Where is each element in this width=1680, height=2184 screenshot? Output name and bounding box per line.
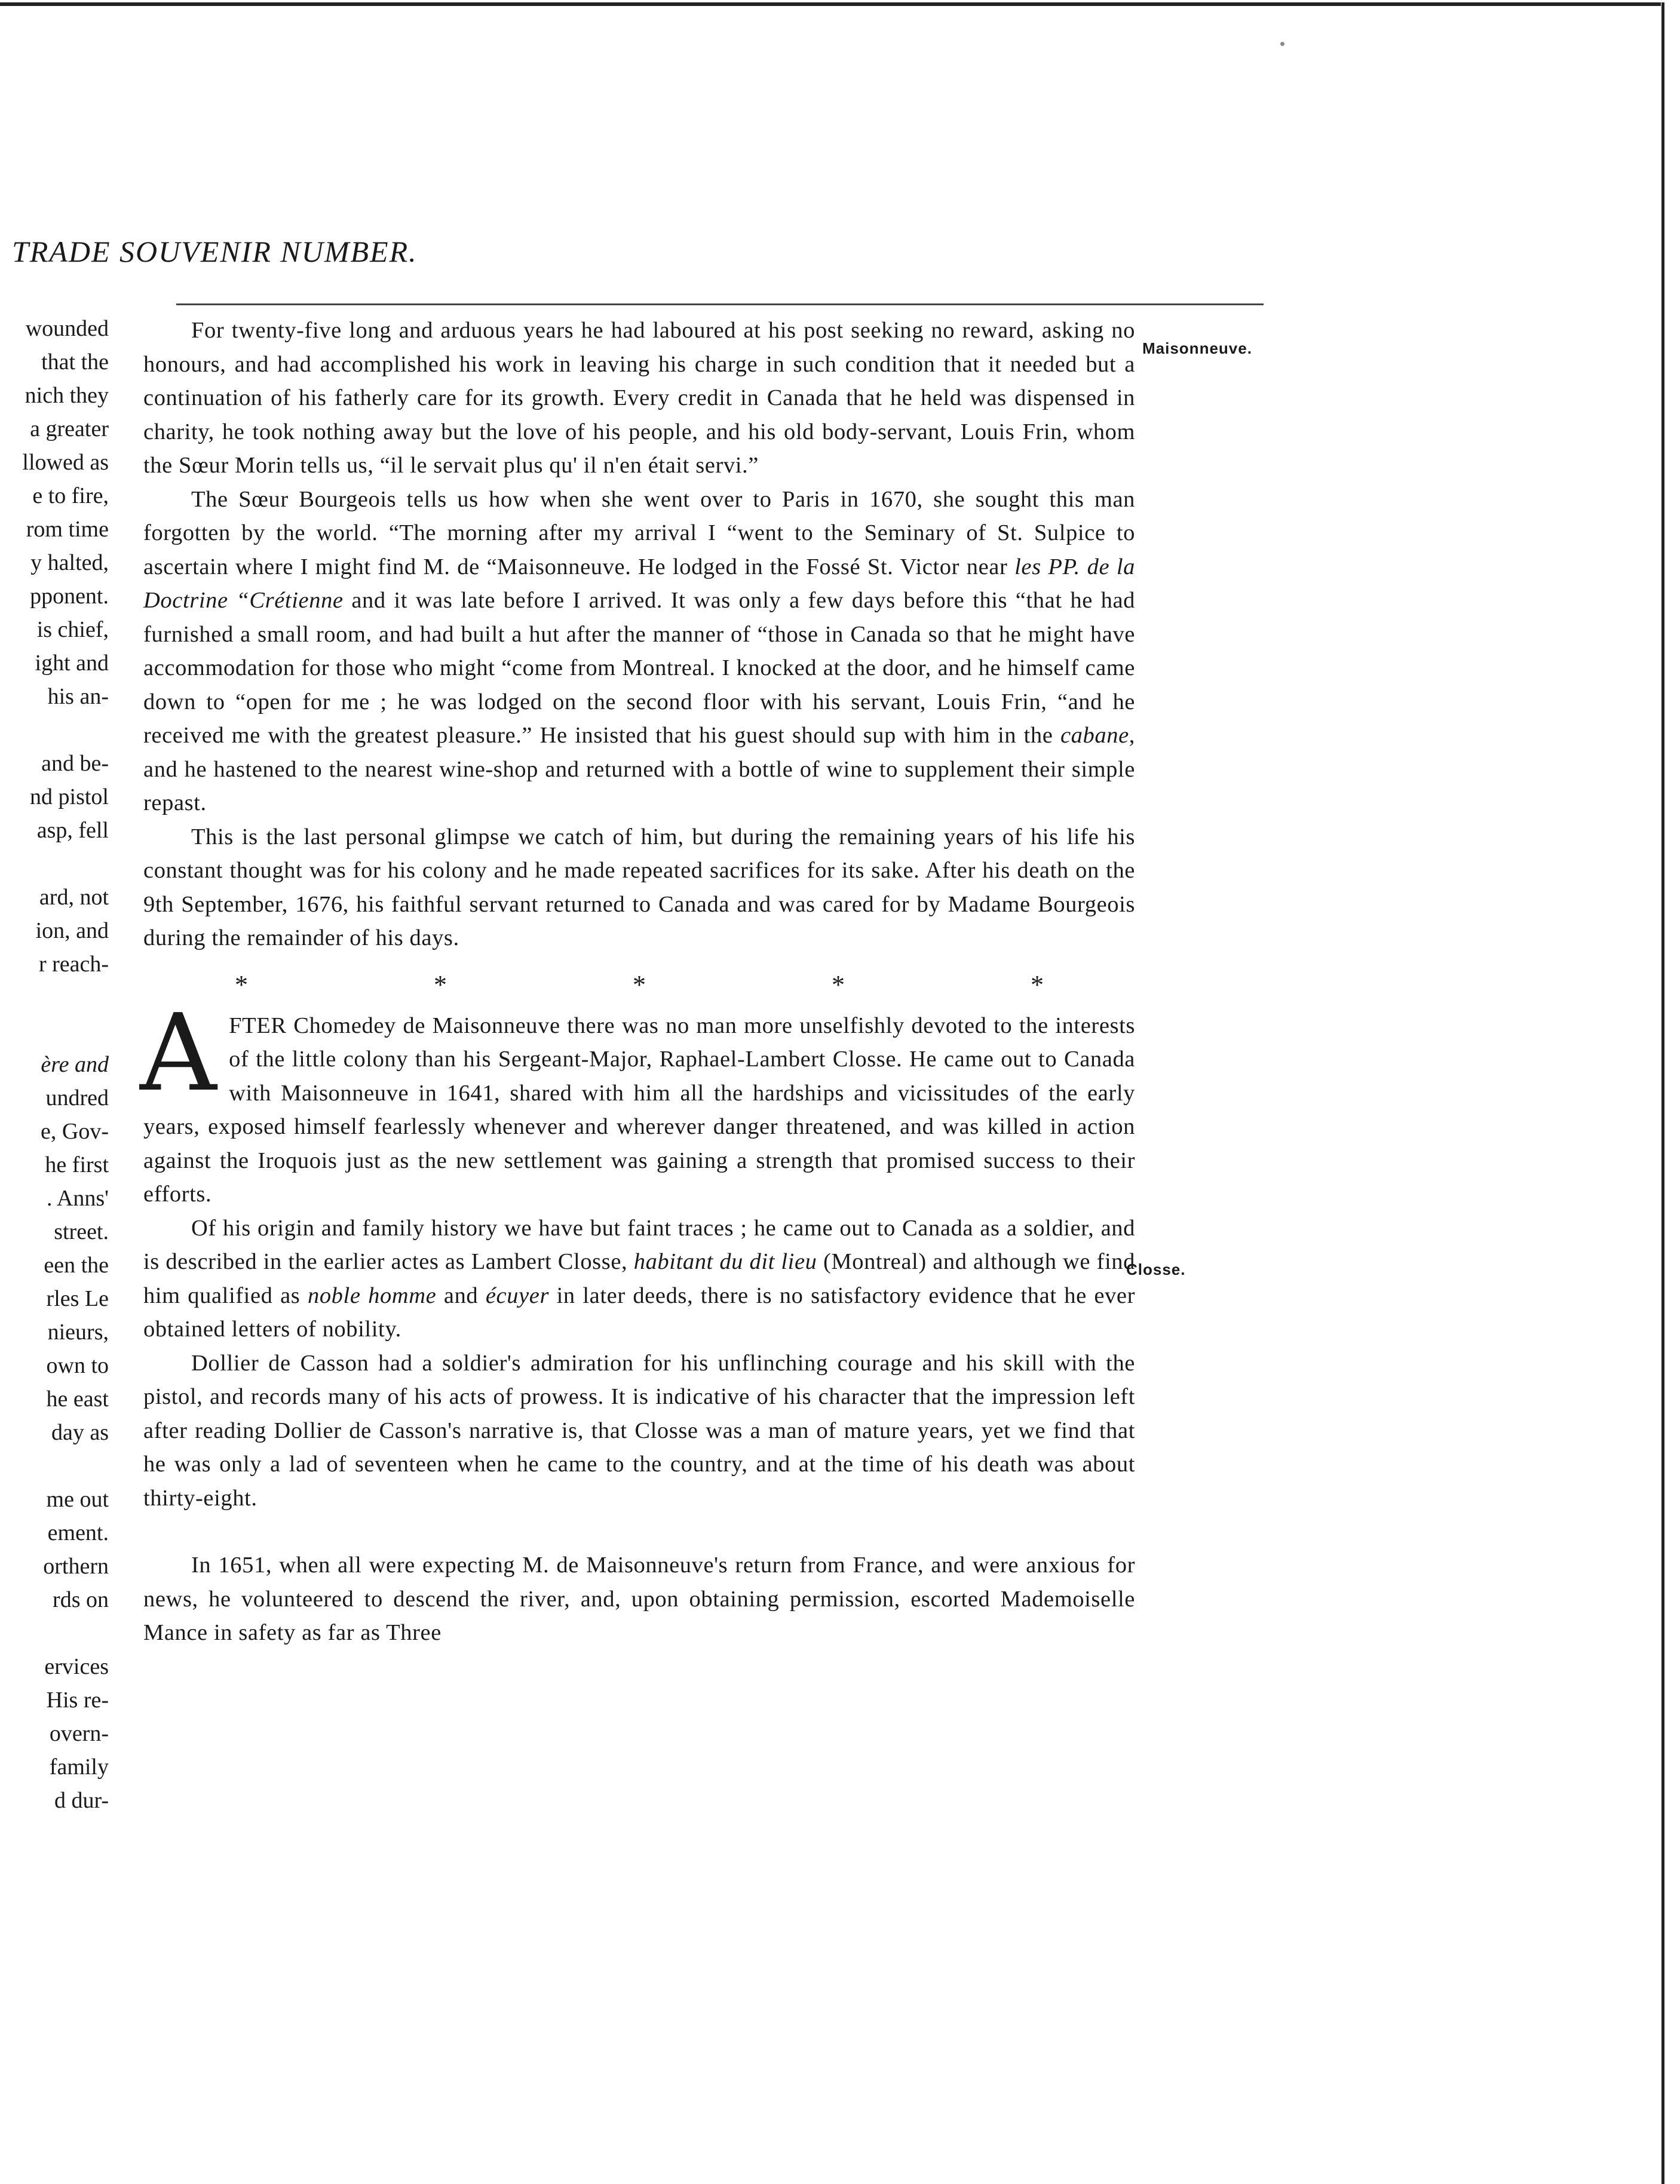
left-fragment-line: me out [46, 1487, 109, 1512]
paragraph-5-text-a: Of his origin and family history we have but faint traces ; he came out to Canada as a soldier, and is described in the earlier actes as Lambert Closse, [143, 1215, 1135, 1274]
paragraph-5-text-d: in later deeds, there is no satisfactory evidence that he ever obtained letters of nobility. [143, 1283, 1135, 1342]
left-fragment-line: ight and [35, 651, 109, 676]
left-fragment-line: own to [46, 1353, 109, 1378]
paragraph-5-italic-1: habitant du dit lieu [633, 1249, 817, 1274]
left-fragment-line: nd pistol [30, 784, 109, 809]
side-note-maisonneuve: Maisonneuve. [1142, 339, 1252, 357]
paragraph-2 [143, 483, 1135, 820]
paragraph-4-text: FTER Chomedey de Maisonneuve there was no man more unselfishly devoted to the interests of the little colony than his Sergeant-Major, Raphael-Lambert Closse. He came out to Canada with Maisonneuve in 1641, shared with him all the hardships and vicissitudes of the early years, exposed himself fearlessly whenever and wherever danger threatened, and was killed in action against the Iroquois just as the new settlement was gaining a strength that promised success to their efforts. [143, 1013, 1135, 1207]
left-fragment-line: ion, and [35, 918, 109, 943]
left-fragment-line: een the [44, 1253, 109, 1278]
left-fragment-line: is chief, [36, 617, 109, 642]
paragraph-1: For twenty-five long and arduous years he had laboured at his post seeking no reward, asking no honours, and had accomplished his work in leaving his charge in such condition that it needed but a continuation of his fatherly care for its growth. Every credit in Canada that he held was dispensed in charity, he took nothing away but the love of his people, and his old body-servant, Louis Frin, whom the Sœur Morin tells us, “il le servait plus qu' il n'en était servi.” [143, 318, 1135, 478]
side-note-closse: Closse. [1126, 1260, 1186, 1278]
left-fragment-line: wounded [25, 316, 109, 341]
left-fragment-line: he east [46, 1387, 109, 1412]
left-fragment-line: ère and [41, 1052, 109, 1077]
paragraph-4 [140, 990, 1135, 1211]
left-fragment-line: ard, not [39, 885, 109, 910]
page-speck [1280, 42, 1284, 46]
left-fragment-line: undred [45, 1085, 109, 1111]
main-column [140, 314, 1135, 1650]
paragraph-6: Dollier de Casson had a soldier's admiration for his unflinching courage and his skill with the pistol, and records many of his acts of prowess. It is indicative of his character that the impression left after reading Dollier de Casson's narrative is, that Closse was a man of mature years, yet we find that he was only a lad of seventeen when he came to the country, and at the time of his death was about thirty-eight. [143, 1350, 1135, 1511]
left-fragment-line: r reach- [38, 952, 109, 977]
paragraph-5-italic-2: noble homme [307, 1283, 437, 1308]
left-fragment-line: ervices [44, 1654, 109, 1679]
paragraph-5-text-c: and [436, 1283, 486, 1308]
running-head: TRADE SOUVENIR NUMBER. [12, 235, 418, 268]
left-fragment-line: y halted, [30, 550, 109, 575]
left-fragment-line: day as [51, 1420, 109, 1445]
section-break-stars: * * * * * [235, 970, 1133, 999]
left-fragment-line: his an- [47, 684, 109, 709]
left-fragment-line: that the [41, 349, 109, 375]
left-fragment-line: rds on [53, 1587, 109, 1612]
left-fragment-line: d dur- [54, 1788, 109, 1813]
left-fragment-line: rles Le [46, 1286, 109, 1311]
top-border-rule [0, 2, 1661, 6]
left-fragment-line: e to fire, [32, 483, 109, 508]
paragraph-2-text-b: and it was late before I arrived. It was only a few days before this “that he had furnished a small room, and had built a hut after the manner of “those in Canada so that he might have accommodation for those who might “come from Montreal. I knocked at the door, and he himself came down to “open for me ; he was lodged on the second floor with his servant, Louis Frin, “and he received me with the greatest pleasure.” He insisted that his guest should sup with him in the [143, 588, 1135, 748]
left-fragment-line: family [49, 1754, 109, 1780]
paragraph-5-italic-3: écuyer [485, 1283, 550, 1308]
right-border-rule [1661, 2, 1664, 2184]
paragraph-3: This is the last personal glimpse we catch of him, but during the remaining years of his life his constant thought was for his colony and he made repeated sacrifices for its sake. After his death on the 9th September, 1676, his faithful servant returned to Canada and was cared for by Madame Bourgeois during the remainder of his days. [143, 824, 1135, 950]
left-fragment-line: rom time [26, 517, 109, 542]
paragraph-2-text-a: The Sœur Bourgeois tells us how when she went over to Paris in 1670, she sought this man forgotten by the world. “The morning after my arrival I “went to the Seminary of St. Sulpice to ascertain where I might find M. de “Maisonneuve. He lodged in the Fossé St. Victor near [143, 486, 1135, 579]
paragraph-5 [143, 1211, 1135, 1346]
paragraph-2-italic-1: les PP. de la Doctrine “Crétienne [143, 554, 1135, 613]
left-fragment-line: a greater [30, 416, 109, 441]
drop-cap: A [140, 990, 217, 1115]
left-fragment-line: he first [45, 1152, 109, 1177]
left-fragment-line: asp, fell [36, 818, 109, 843]
left-fragment-line: street. [54, 1219, 109, 1244]
paragraph-5-text-b: (Montreal) and although we find him qualified as [143, 1249, 1135, 1308]
paragraph-2-text-c: , and he hastened to the nearest wine-shop and returned with a bottle of wine to supplement their simple repast. [143, 723, 1135, 815]
left-fragment-line: overn- [49, 1721, 109, 1746]
left-column-fragments [0, 0, 111, 2184]
left-fragment-line: and be- [41, 751, 109, 776]
left-fragment-line: llowed as [22, 450, 109, 475]
paragraph-2-italic-2: cabane [1060, 723, 1129, 748]
left-fragment-line: . Anns' [47, 1186, 109, 1211]
left-fragment-line: orthern [43, 1554, 109, 1579]
left-fragment-line: nieurs, [47, 1320, 109, 1345]
left-fragment-line: His re- [46, 1688, 109, 1713]
left-fragment-line: nich they [24, 383, 109, 408]
header-rule [176, 303, 1264, 305]
paragraph-7: In 1651, when all were expecting M. de Maisonneuve's return from France, and were anxious for news, he volunteered to descend the river, and, upon obtaining permission, escorted Mademoiselle Mance in safety as far as Three [143, 1553, 1135, 1645]
left-fragment-line: ement. [47, 1520, 109, 1545]
left-fragment-line: pponent. [30, 584, 109, 609]
left-fragment-line: e, Gov- [41, 1119, 109, 1144]
